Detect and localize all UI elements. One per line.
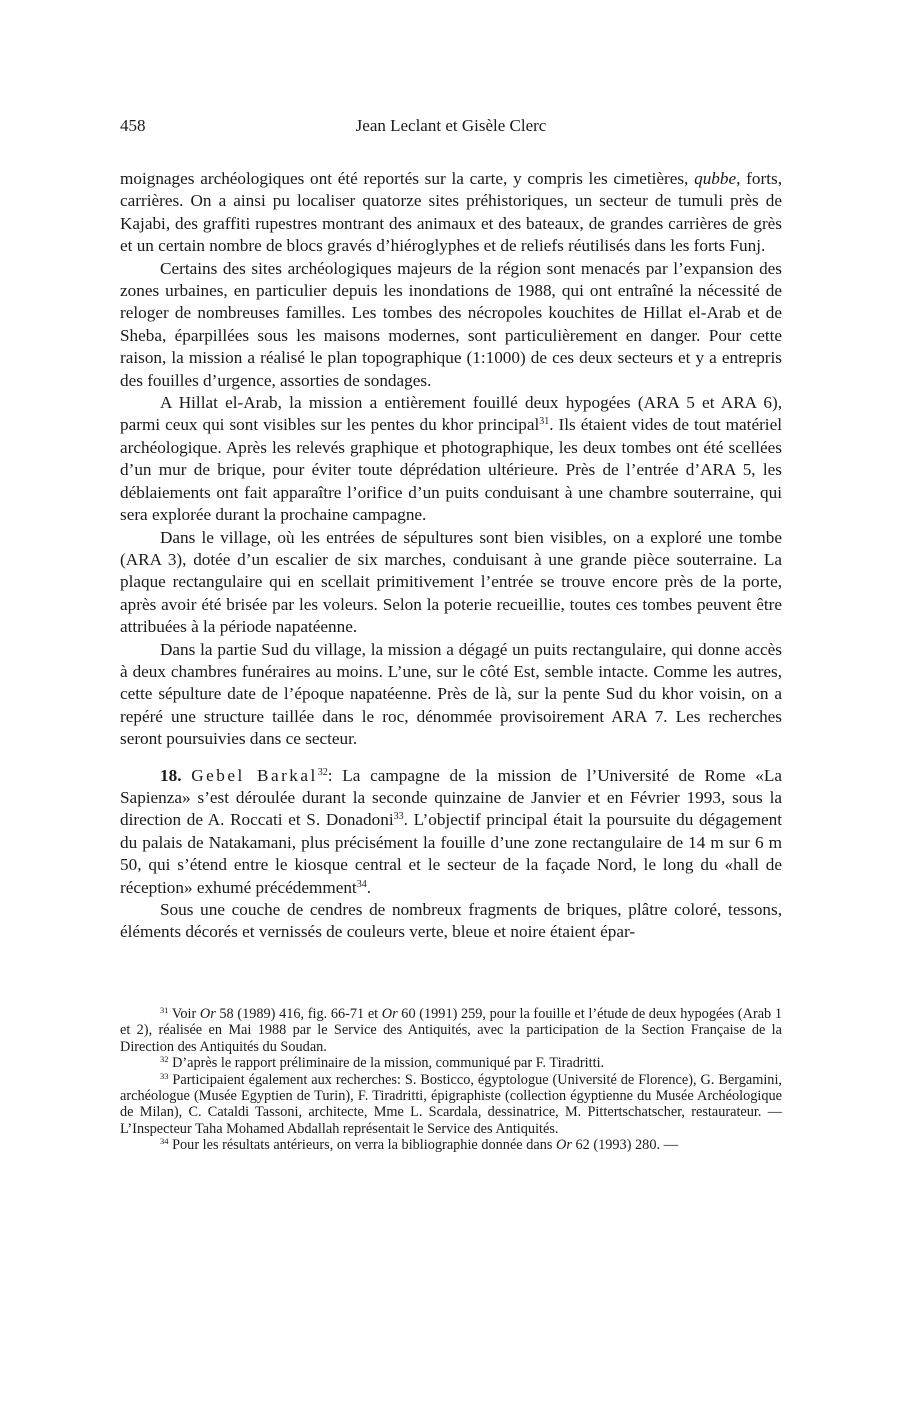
footnote-33: $^{33}$ Participaient également aux recherches: S. Bosticco, égyptologue (Université de Florence), G. Bergamini, archéologue (Musée Egyptien de Turin), F. Tiradritti, épigraphiste (collection égyptienne du Musée Archéologique de Milan), C. Cataldi Tassoni, architecte, Mme L. Scardala, dessinatrice, M. Pittertschatscher, restaurateur. — L’Inspecteur Taha Mohamed Abdallah représentait le Service des Antiquités. (120, 1070, 782, 1137)
footnote-ref-32: 32 (317, 766, 328, 778)
footnote-31: $^{31}$ Voir Or 58 (1989) 416, fig. 66-71 et Or 60 (1991) 259, pour la fouille et l’étude de deux hypogées (Arab 1 et 2), réalisée en Mai 1988 par le Service des Antiquités, avec la participation de la Section Française de la Direction des Antiquités du Soudan. (120, 1005, 782, 1055)
body-text (120, 168, 782, 944)
paragraph-hillat-el-arab: A Hillat el-Arab, la mission a entièrement fouillé deux hypogées (ARA 5 et ARA 6), parmi ceux qui sont visibles sur les pentes du khor principal$^{31}$. Ils étaient vides de tout matériel archéologique. Après les relevés graphique et photographique, les deux tombes ont été scellées d’un mur de brique, pour éviter toute déprédation ultérieure. Près de l’entrée d’ARA 5, les déblaiements ont fait apparaître l’orifice d’un puits conduisant à une chambre souterraine, qui sera explorée durant la prochaine campagne. (120, 393, 782, 525)
footnote-ref-34: 34 (356, 878, 367, 890)
footnote-32: $^{32}$ D’après le rapport préliminaire de la mission, communiqué par F. Tiradritti. (160, 1054, 605, 1072)
section-place-name: Gebel Barkal (191, 765, 318, 785)
section-number: 18. (160, 765, 182, 785)
running-head: Jean Leclant et Gisèle Clerc (355, 116, 547, 135)
footnotes (120, 1006, 782, 1154)
footnote-ref-31: 31 (539, 416, 550, 428)
footnote-34: $^{34}$ Pour les résultats antérieurs, on verra la bibliographie donnée dans Or 62 (1993) 280. — (160, 1136, 678, 1154)
footnote-ref-33: 33 (393, 811, 404, 823)
italic-term: qubbe (694, 169, 737, 188)
page-header (120, 116, 782, 142)
paragraph-urban-threat: Certains des sites archéologiques majeurs de la région sont menacés par l’expansion des zones urbaines, en particulier depuis les inondations de 1988, qui ont entraîné la nécessité de reloger de nombreuses familles. Les tombes des nécropoles kouchites de Hillat el-Arab et de Sheba, éparpillées sous les maisons modernes, sont particulièrement en danger. Pour cette raison, la mission a réalisé le plan topographique (1:1000) de ces deux secteurs et y a entrepris des fouilles d’urgence, assorties de sondages. (120, 258, 782, 390)
section-18-gebel-barkal: 18. Gebel Barkal$^{32}$: La campagne de la mission de l’Université de Rome «La Sapienza» s’est déroulée durant la seconde quinzaine de Janvier et en Février 1993, sous la direction de A. Roccati et S. Donadoni$^{33}$. L’objectif principal était la poursuite du dégagement du palais de Natakamani, plus précisément la fouille d’une zone rectangulaire de 14 m sur 6 m 50, qui s’étend entre le kiosque central et le secteur de la façade Nord, le long du «hall de réception» exhumé précédemment$^{34}$. (120, 765, 783, 897)
paragraph-continued: moignages archéologiques ont été reportés sur la carte, y compris les cimetières, qubbe, forts, carrières. On a ainsi pu localiser quatorze sites préhistoriques, un secteur de tumuli près de Kajabi, des graffiti rupestres montrant des animaux et des bateaux, de grandes carrières de grès et un certain nombre de blocs gravés d’hiéroglyphes et de reliefs réutilisés dans les forts Funj. (120, 169, 782, 256)
page-number: 458 (120, 116, 146, 135)
paragraph-village-tomb: Dans le village, où les entrées de sépultures sont bien visibles, on a exploré une tombe (ARA 3), dotée d’un escalier de six marches, conduisant à une grande pièce souterraine. La plaque rectangulaire qui en scellait primitivement l’entrée se trouve encore près de la porte, après avoir été brisée par les voleurs. Selon la poterie recueillie, toutes ces tombes peuvent être attribuées à la période napatéenne. (120, 527, 782, 637)
paragraph-ash-layer: Sous une couche de cendres de nombreux fragments de briques, plâtre coloré, tessons, éléments décorés et vernissés de couleurs verte, bleue et noire étaient épar- (120, 900, 782, 942)
paragraph-south-village: Dans la partie Sud du village, la mission a dégagé un puits rectangulaire, qui donne accès à deux chambres funéraires au moins. L’une, sur le côté Est, semble intacte. Comme les autres, cette sépulture date de l’époque napatéenne. Près de là, sur la pente Sud du khor voisin, on a repéré une structure taillée dans le roc, dénommée provisoirement ARA 7. Les recherches seront poursuivies dans ce secteur. (120, 639, 782, 749)
